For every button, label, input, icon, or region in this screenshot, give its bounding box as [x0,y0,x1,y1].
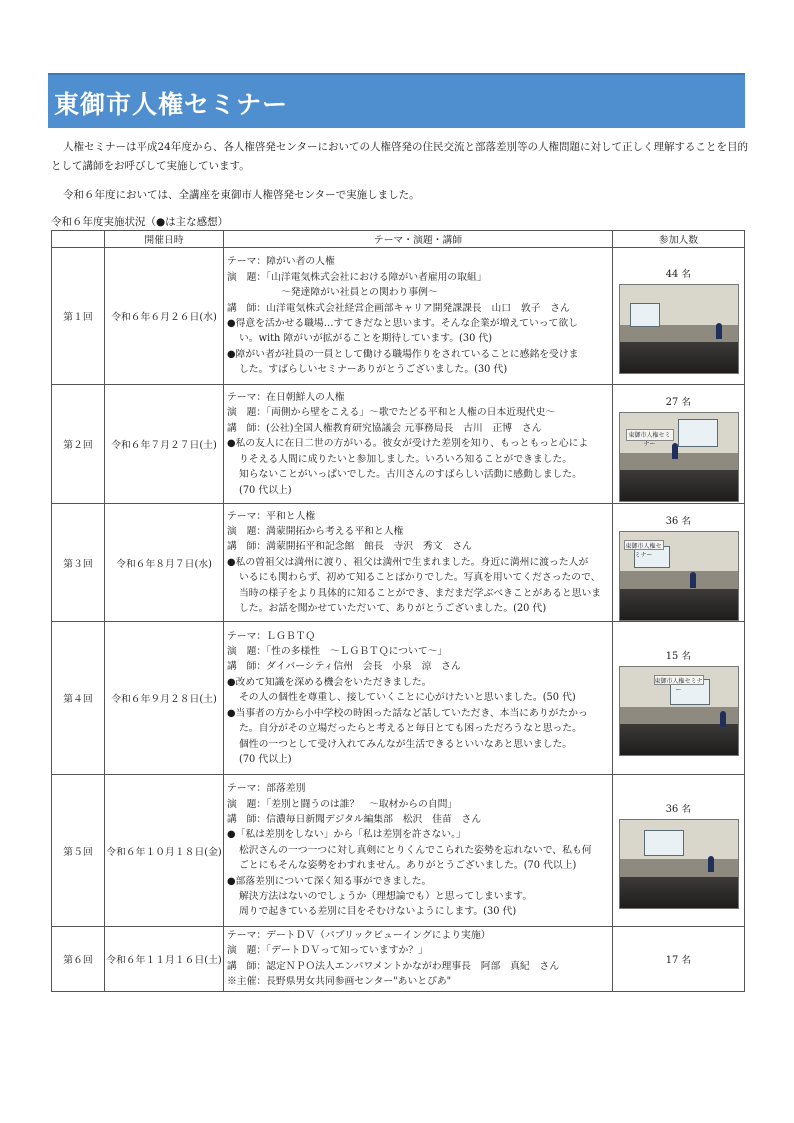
event-banner: 東御市人権セミナー [654,675,704,685]
content-line: テーマ：ＬＧＢＴＱ [227,630,316,642]
content-line: ●私の友人に在日二世の方がいる。彼女が受けた差別を知り、もっともっと心によ [227,438,589,450]
content-line: 演 題：「山洋電気株式会社における障がい者雇用の取組」 [227,271,487,283]
seminar-photo [619,284,739,374]
seminar-photo [619,666,739,756]
count-cell [613,622,745,775]
intro-paragraph-2: 令和６年度においては、全講座を東御市人権啓発センターで実施しました。 [63,189,420,201]
date-cell: 令和６年１０月１８日(金) [105,775,224,927]
content-line: テーマ：デートＤＶ（パブリックビューイングにより実施） [227,930,491,941]
content-line: 講 師：満蒙開拓平和記念館 館長 寺沢 秀文 さん [227,541,472,553]
count-cell [613,504,745,622]
round-cell: 第１回 [52,248,105,385]
intro-paragraph-1: 人権セミナーは平成24年度から、各人権啓発センターにおいての人権啓発の住民交流と部落差別等の人権問題に対して正しく理解することを目的として講師をお呼びして実施しています。 [51,141,748,172]
content-line: ●「私は差別をしない」から「私は差別を許さない。」 [227,829,466,841]
participant-count: 27 名 [665,397,692,408]
round-cell: 第２回 [52,385,105,504]
content-cell [224,385,613,504]
table-row [52,622,745,775]
content-line: 演 題：「性の多様性 ～ＬＧＢＴＱについて～」 [227,646,448,658]
intro-section [51,138,751,205]
content-line: 演 題：満蒙開拓から考える平和と人権 [227,525,404,537]
content-line: テーマ：平和と人権 [227,510,316,522]
content-cell [224,622,613,775]
date-cell: 令和６年１１月１６日(土) [105,927,224,992]
participant-count: 44 名 [665,269,692,280]
seminar-table [51,230,745,992]
table-row [52,385,745,504]
table-header-row [52,231,745,248]
event-banner: 東御市人権セミナー [624,540,664,550]
content-line: ～発達障がい社員との関わり事例～ [281,287,438,299]
content-line: ●部落差別について深く知る事ができました。 [227,875,432,887]
content-line: た。自分がその立場だったらと考えると毎日とても困っただろうなと思った。 [239,723,582,735]
content-line: テーマ：部落差別 [227,783,306,795]
table-row [52,248,745,385]
content-line: ●当事者の方から小中学校の時困った話など話していただき、本当にありがたかっ [227,707,588,719]
content-line: テーマ：障がい者の人権 [227,256,335,268]
table-caption: 令和６年度実施状況（●は主な感想） [51,216,229,228]
date-cell: 令和６年８月７日(水) [105,504,224,622]
column-header [52,231,105,248]
content-line: 講 師：ダイバーシティ信州 会長 小泉 涼 さん [227,661,461,673]
column-header-date: 開催日時 [105,231,224,248]
round-cell: 第６回 [52,927,105,992]
date-cell: 令和６年６月２６日(水) [105,248,224,385]
content-line: 知らないことがいっぱいでした。古川さんのすばらしい活動に感動しました。 [239,469,582,481]
content-line: 演 題：「デートＤＶって知っていますか？」 [227,945,428,957]
content-line: りそえる人間に成りたいと参加しました。いろいろ知ることができました。 [239,453,573,465]
participant-count: 15 名 [665,651,692,662]
content-line: 講 師：信濃毎日新聞デジタル編集部 松沢 佳苗 さん [227,813,482,825]
content-line: (70 代以上) [239,484,292,496]
content-line: ●私の曽祖父は満州に渡り、祖父は満州で生まれました。身近に満州に渡った人が [227,556,589,568]
content-cell [224,775,613,927]
content-line: いるにも関わらず、初めて知ることばかりでした。写真を用いてくださったので、 [239,572,601,584]
participant-count: 36 名 [665,515,692,527]
content-line: ※主催：長野県男女共同参画センター"あいとぴあ" [227,976,452,988]
content-line: 演 題：「両側から壁をこえる」～歌でたどる平和と人権の日本近現代史～ [227,407,556,419]
content-line: 周りで起きている差別に目をそむけないようにします。(30 代) [239,906,517,918]
content-cell [224,927,613,992]
seminar-photo [619,531,739,621]
table-row [52,927,745,992]
content-line: 講 師：山洋電気株式会社経営企画部キャリア開発課課長 山口 敦子 さん [227,302,570,314]
content-line: 講 師：(公社)全国人権教育研究協議会 元事務局長 古川 正博 さん [227,422,542,434]
content-line: 当時の様子をより具体的に知ることができ、まだまだ学ぶべきことがあると思いま [239,587,602,599]
date-cell: 令和６年９月２８日(土) [105,622,224,775]
content-line: 松沢さんの一つ一つに対し真剣にとりくんでこられた姿勢を忘れないで、私も何 [239,844,592,856]
content-line: 解決方法はないのでしょうか（理想論でも）と思ってしまいます。 [239,891,533,903]
content-line: した。お話を聞かせていただいて、ありがとうございました。(20 代) [239,603,547,615]
column-header-content: テーマ・演題・講師 [224,231,613,248]
seminar-photo [619,819,739,909]
content-line: 演 題：「差別と闘うのは誰？ ～取材からの自問」 [227,798,458,810]
event-banner: 東御市人権セミナー [626,429,674,441]
content-line: 個性の一つとして受け入れてみんなが生活できるといいなあと思いました。 [239,738,573,750]
column-header-count: 参加人数 [613,231,745,248]
table-row [52,775,745,927]
content-line: テーマ：在日朝鮮人の人権 [227,392,345,404]
content-line: い。with 障がいが拡がることを期待しています。(30 代) [239,333,493,345]
count-cell [613,775,745,927]
content-line: 講 師：認定ＮＰＯ法人エンパワメントかながわ理事長 阿部 真紀 さん [227,960,560,972]
participant-count: 36 名 [665,803,692,815]
content-cell [224,248,613,385]
round-cell: 第３回 [52,504,105,622]
title-bar [48,73,745,128]
round-cell: 第５回 [52,775,105,927]
content-line: その人の個性を尊重し、接していくことに心がけたいと思いました。(50 代) [239,692,576,704]
page-title: 東御市人権セミナー [54,90,289,119]
content-line: した。すばらしいセミナーありがとうございました。(30 代) [239,364,508,376]
count-cell [613,927,745,992]
content-line: ●改めて知識を深める機会をいただきました。 [227,676,432,688]
content-line: (70 代以上) [239,753,292,765]
count-cell [613,385,745,504]
content-line: ●障がい者が社員の一員として働ける職場作りをされていることに感銘を受けま [227,348,579,360]
content-cell [224,504,613,622]
table-row [52,504,745,622]
participant-count: 17 名 [665,954,692,966]
content-line: ●得意を活かせる職場…すてきだなと思います。そんな企業が増えていって欲し [227,318,578,329]
round-cell: 第４回 [52,622,105,775]
count-cell [613,248,745,385]
content-line: ごとにもそんな姿勢をわすれません。ありがとうございました。(70 代以上) [239,860,577,872]
date-cell: 令和６年７月２７日(土) [105,385,224,504]
seminar-photo [619,412,739,502]
